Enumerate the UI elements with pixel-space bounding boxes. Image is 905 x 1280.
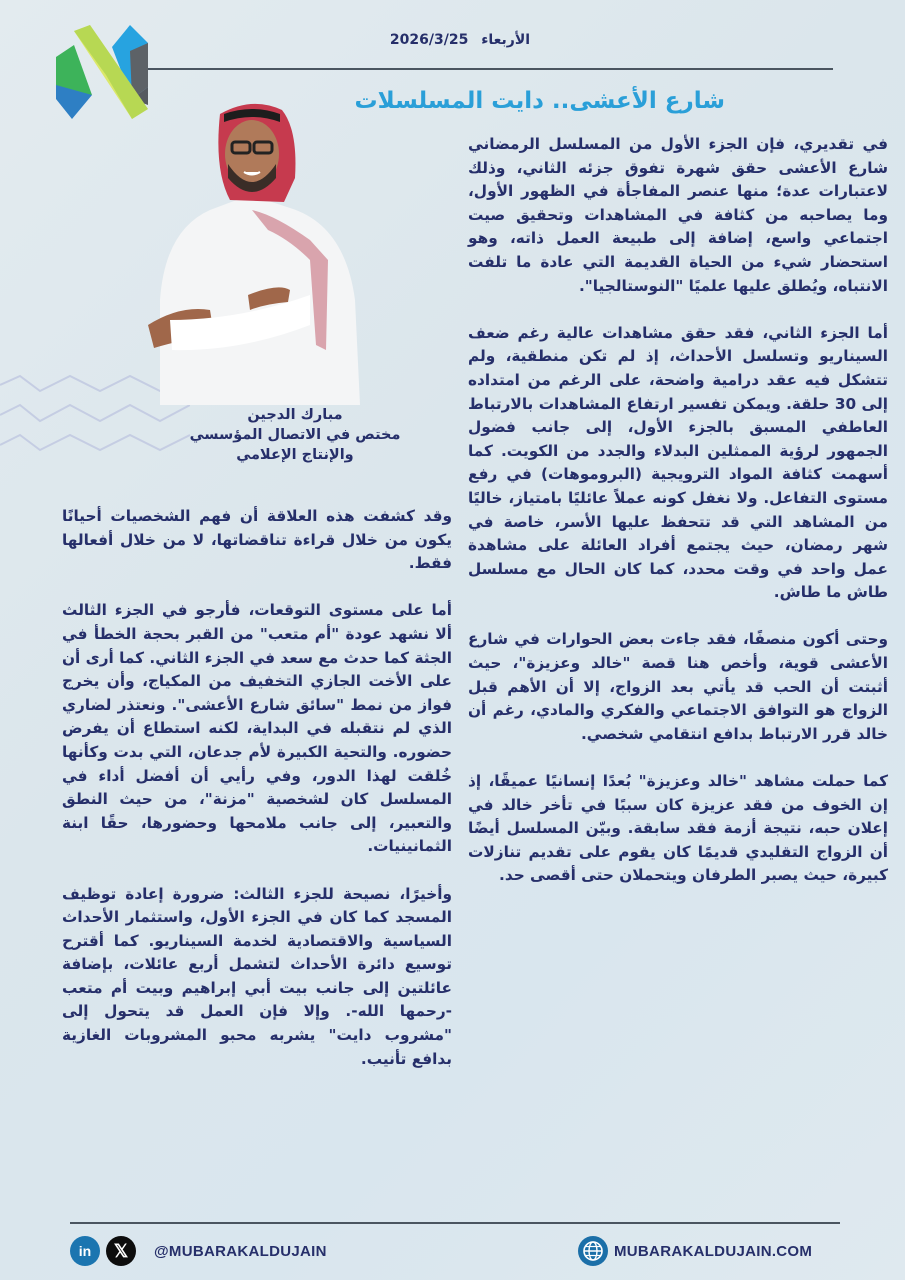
author-byline: [150, 405, 440, 465]
issue-date: [300, 32, 620, 48]
date-value: 2026/3/25: [389, 32, 469, 48]
paragraph: أما الجزء الثاني، فقد حقق مشاهدات عالية رغم ضعف السيناريو وتسلسل الأحداث، إذ لم تكن منطقية، ولم تتشكل فيه عقد درامية واضحة، على الرغم من امتداده إلى 30 حلقة. ويمكن تفسير ارتفاع المشاهدات بالارتباط العاطفي المسبق بالجزء الأول، إلى جانب فضول الجمهور لرؤية الممثلين البدلاء والجدد من الكويت. كما أسهمت كثافة المواد الترويجية (البروموهات) في رفع مستوى التفاعل. ولا نغفل كونه عملاً عائليًا بامتياز، خاليًا من المشاهد التي قد تتحفظ عليها الأسر، خاصة في شهر رمضان، حيث يجتمع أفراد العائلة على مشاهدة عمل واحد في وقت محدد، كما كان الحال مع مسلسل طاش ما طاش.: [468, 323, 888, 602]
paragraph: وأخيرًا، نصيحة للجزء الثالث: ضرورة إعادة توظيف المسجد كما كان في الجزء الأول، واستثمار الأحداث السياسية والاقتصادية لخدمة السيناريو. كما أقترح توسيع دائرة الأحداث لتشمل أربع عائلات، بإضافة عائلتين إلى جانب بيت أبي إبراهيم وبيت أم متعب -رحمها الله-. وإلا فإن العمل قد يتحول إلى "مشروب دايت" يشربه محبو المشروبات الغازية بدافع تأنيب.: [62, 884, 452, 1068]
brand-logo: [56, 25, 148, 119]
footer-divider: [70, 1222, 840, 1224]
paragraph: أما على مستوى التوقعات، فأرجو في الجزء الثالث ألا نشهد عودة "أم متعب" من القبر بحجة الخطأ في الجثة كما حدث مع سعد في الجزء الثاني. كما أرى أن على الأخت الجازي التخفيف من المكياج، وأن يخرج فواز من نمط "سائق شارع الأعشى". ونعتذر لضاري الذي لم نتقبله في البداية، لكنه استطاع أن يفرض حضوره. والتحية الكبيرة لأم جدعان، التي بدت وكأنها خُلقت لهذا الدور، وفي رأيي أن أفضل أداء في المسلسل كان لشخصية "مزنة"، من حيث النطق والتعبير، إلى جانب ملامحها وحضورها، حقًا ابنة الثمانينيات.: [62, 601, 452, 856]
author-photo: [140, 90, 380, 405]
author-role: مختص في الاتصال المؤسسي: [189, 427, 401, 443]
article-title: شارع الأعشى.. دايت المسلسلات: [354, 88, 725, 114]
paragraph: كما حملت مشاهد "خالد وعزيزة" بُعدًا إنسانيًا عميقًا، إذ إن الخوف من فقد عزيزة كان سببًا في تأخر خالد في إعلان حبه، نتيجة أزمة فقد سابقة. وبيّن المسلسل أيضًا أن الزواج التقليدي قديمًا كان يقوم على تقديم تنازلات كبيرة، حيث يصبر الطرفان ويتحملان حتى أقصى حد.: [468, 772, 888, 885]
author-name: مبارك الدجين: [247, 407, 343, 423]
article-column-right: [468, 133, 888, 912]
author-role-continued: والإنتاج الإعلامي: [236, 447, 354, 463]
website-url[interactable]: MUBARAKALDUJAIN.COM: [614, 1242, 813, 1260]
day-name: الأربعاء: [481, 32, 531, 48]
linkedin-icon[interactable]: [70, 1236, 100, 1266]
x-glyph: 𝕏: [113, 1240, 129, 1261]
website-link[interactable]: [578, 1236, 812, 1266]
x-twitter-icon[interactable]: [106, 1236, 136, 1266]
globe-icon: [578, 1236, 608, 1266]
article-column-left: [62, 505, 452, 1095]
header-divider: [148, 68, 833, 70]
social-links: [70, 1236, 327, 1266]
paragraph: وقد كشفت هذه العلاقة أن فهم الشخصيات أحيانًا يكون من خلال قراءة تناقضاتها، لا من خلال أفعالها فقط.: [62, 507, 452, 573]
paragraph: وحتى أكون منصفًا، فقد جاءت بعض الحوارات في شارع الأعشى قوية، وأخص هنا قصة "خالد وعزيزة"، حيث أثبتت أن الحب قد يأتي بعد الزواج، إلا أن الأهم قبل الزواج هو التوافق الاجتماعي والفكري والمادي، رغم أن خالد قرر الارتباط بدافع انتقامي شخصي.: [468, 630, 888, 743]
social-handle[interactable]: @MUBARAKALDUJAIN: [154, 1242, 327, 1260]
paragraph: في تقديري، فإن الجزء الأول من المسلسل الرمضاني شارع الأعشى حقق شهرة تفوق جزئه الثاني، وذلك لاعتبارات عدة؛ منها عنصر المفاجأة في الظهور الأول، وما يصاحبه من كثافة في المشاهدات وتحقيق صيت اجتماعي واسع، إضافة إلى طبيعة العمل ذاته، وهو استحضار شيء من الحياة القديمة التي عادة ما تلفت الانتباه، ويُطلق عليها علميًا "النوستالجيا".: [468, 135, 888, 295]
linkedin-glyph: in: [78, 1243, 92, 1259]
